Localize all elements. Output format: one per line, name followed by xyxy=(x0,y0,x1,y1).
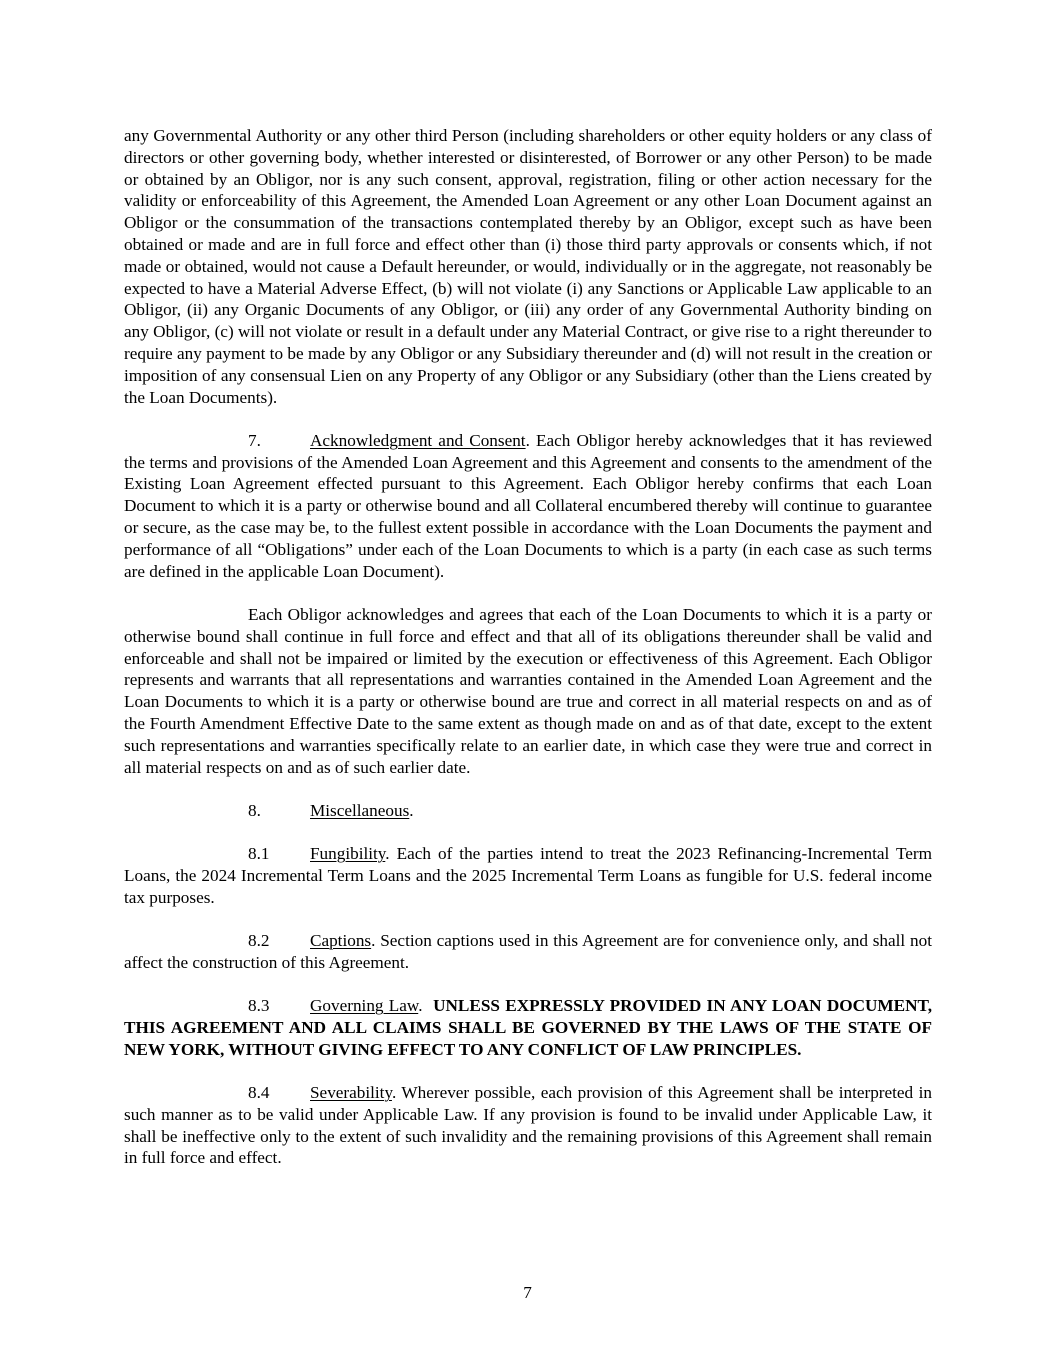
section-8-heading-line xyxy=(124,800,932,822)
section-8-3-heading: Governing Law xyxy=(310,996,419,1016)
section-8-1-heading: Fungibility xyxy=(310,844,386,864)
section-8-3-bold-text: UNLESS EXPRESSLY PROVIDED IN ANY LOAN DOCUMENT, THIS AGREEMENT AND ALL CLAIMS SHALL BE GOVERNED BY THE LAWS OF THE STATE OF NEW YORK, WITHOUT GIVING EFFECT TO ANY CONFLICT OF LAW PRINCIPLES. xyxy=(124,996,933,1059)
section-7-second-paragraph: Each Obligor acknowledges and agrees that each of the Loan Documents to which it is a party or otherwise bound shall continue in full force and effect and that all of its obligations thereunder shall be valid and enforceable and shall not be impaired or limited by the execution or effectiveness of this Agreement. Each Obligor represents and warrants that all representations and warranties contained in the Amended Loan Agreement and the Loan Documents to which it is a party or otherwise bound are true and correct in all material respects on and as of the Fourth Amendment Effective Date to the same extent as though made on and as of that date, except to the extent such representations and warranties specifically relate to an earlier date, in which case they were true and correct in all material respects on and as of such earlier date. xyxy=(124,604,932,777)
section-7-text: . Each Obligor hereby acknowledges that it has reviewed the terms and provisions of the Amended Loan Agreement and this Agreement and consents to the amendment of the Existing Loan Agreement effected pursuant to this Agreement. Each Obligor hereby confirms that each Loan Document to which it is a party or otherwise bound and all Collateral encumbered thereby will continue to guarantee or secure, as the case may be, to the fullest extent possible in accordance with the Loan Documents the payment and performance of all “Obligations” under each of the Loan Documents to which is a party (in each case as such terms are defined in the applicable Loan Document). xyxy=(124,430,932,581)
section-7-heading: Acknowledgment and Consent xyxy=(310,430,526,450)
section-8-2-number: 8.2 xyxy=(248,931,270,950)
section-8-3-number: 8.3 xyxy=(248,996,270,1016)
section-8-3-separator: . xyxy=(418,996,434,1016)
page-number: 7 xyxy=(523,1283,532,1302)
section-8-1-paragraph xyxy=(124,843,932,908)
section-8-2-paragraph xyxy=(124,930,932,974)
section-8-2-text: . Section captions used in this Agreement are for convenience only, and shall not affect the construction of this Agreement. xyxy=(124,931,932,972)
continuation-paragraph: any Governmental Authority or any other third Person (including shareholders or other equity holders or any class of directors or other governing body, whether interested or disinterested, of Borrower or any other Person) to be made or obtained by an Obligor, nor is any such consent, approval, registration, filing or other action necessary for the validity or enforceability of this Agreement, the Amended Loan Agreement or any other Loan Document against an Obligor or the consummation of the transactions contemplated thereby by an Obligor, except such as have been obtained or made and are in full force and effect other than (i) those third party approvals or consents which, if not made or obtained, would not cause a Default hereunder, or would, individually or in the aggregate, not reasonably be expected to have a Material Adverse Effect, (b) will not violate (i) any Sanctions or Applicable Law applicable to an Obligor, (ii) any Organic Documents of any Obligor, or (iii) any order of any Governmental Authority binding on any Obligor, (c) will not violate or result in a default under any Material Contract, or give rise to a right thereunder to require any payment to be made by any Obligor or any Subsidiary thereunder and (d) will not result in the creation or imposition of any consensual Lien on any Property of any Obligor or any Subsidiary (other than the Liens created by the Loan Documents). xyxy=(124,126,932,407)
section-8-number: 8. xyxy=(248,800,261,820)
section-8-heading-suffix: . xyxy=(409,800,414,820)
section-8-1-text: . Each of the parties intend to treat the 2023 Refinancing-Incremental Term Loans, the 2024 Incremental Term Loans and the 2025 Incremental Term Loans as fungible for U.S. federal income tax purposes. xyxy=(124,844,932,907)
section-8-4-heading: Severability xyxy=(310,1082,392,1102)
document-page xyxy=(124,125,932,1191)
section-8-1-number: 8.1 xyxy=(248,844,270,864)
section-8-4-text: . Wherever possible, each provision of this Agreement shall be interpreted in such manner as to be valid under Applicable Law. If any provision is found to be invalid under Applicable Law, it shall be ineffective only to the extent of such invalidity and the remaining provisions of this Agreement shall remain in full force and effect. xyxy=(124,1082,932,1168)
section-8-3-paragraph xyxy=(124,995,932,1060)
section-8-heading: Miscellaneous xyxy=(310,800,410,820)
section-8-4-paragraph xyxy=(124,1082,932,1169)
section-8-2-heading: Captions xyxy=(310,931,372,950)
section-7-number: 7. xyxy=(248,430,261,450)
section-8-4-number: 8.4 xyxy=(248,1082,270,1102)
section-7-paragraph xyxy=(124,430,932,583)
